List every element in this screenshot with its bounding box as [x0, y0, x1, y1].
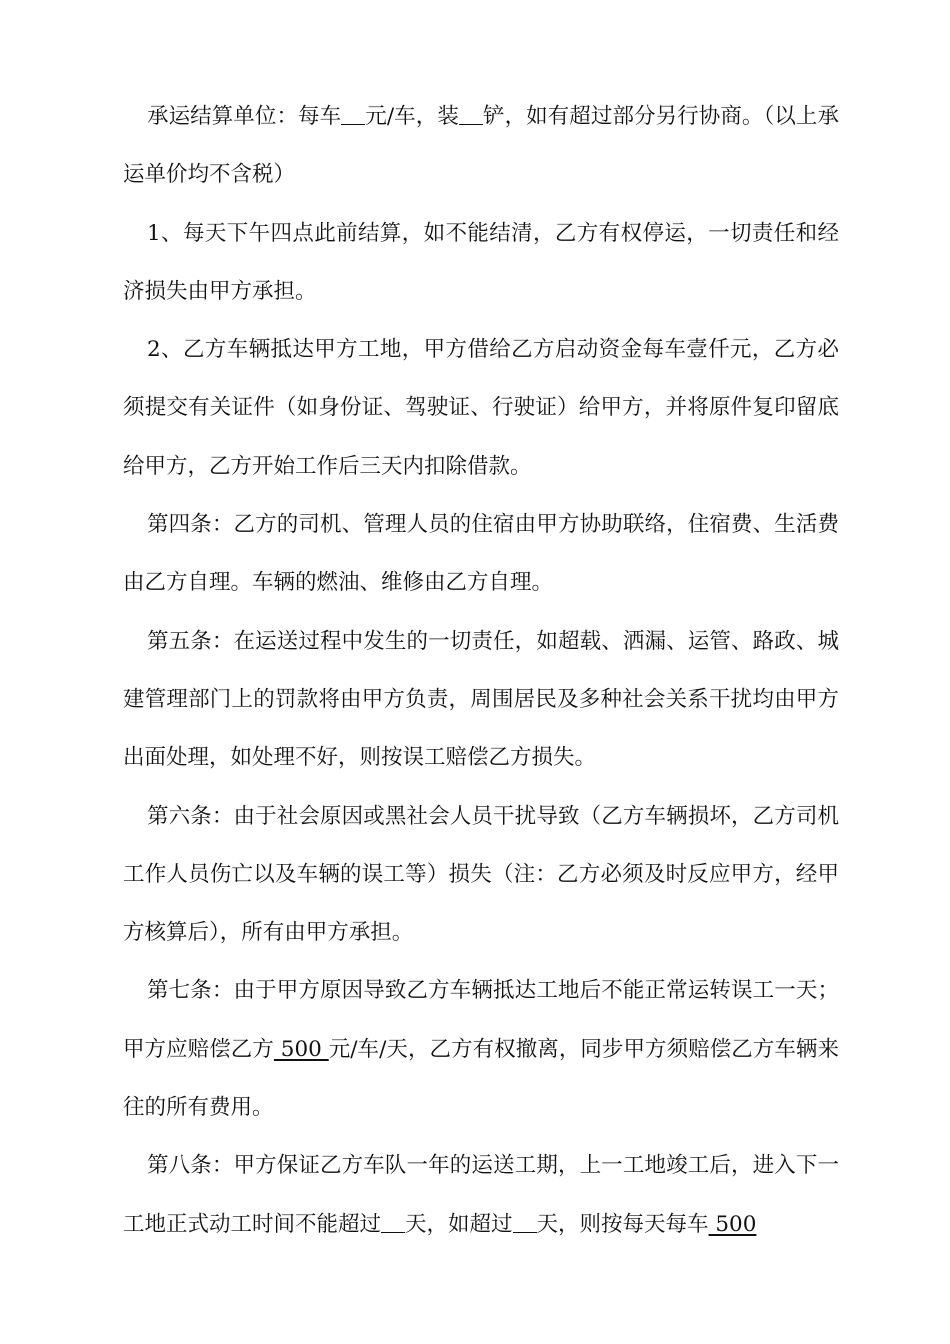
fill-in-blank	[341, 104, 365, 125]
filled-amount: 500	[708, 1211, 757, 1237]
paragraph-text: 第四条：乙方的司机、管理人员的住宿由甲方协助联络，住宿费、生活费由乙方自理。车辆的燃油、维修由乙方自理。	[123, 512, 839, 596]
fill-in-blank	[381, 1212, 405, 1233]
paragraph	[123, 788, 839, 963]
paragraph	[123, 321, 839, 496]
paragraph-text: 1、每天下午四点此前结算，如不能结清，乙方有权停运，一切责任和经济损失由甲方承担。	[123, 220, 839, 304]
paragraph	[123, 613, 839, 788]
paragraph	[123, 1137, 839, 1254]
paragraph-text: 第七条：由于甲方原因导致乙方车辆抵达工地后不能正常运转误工一天；甲方应赔偿乙方	[123, 978, 839, 1062]
paragraph	[123, 88, 839, 205]
fill-in-blank	[459, 104, 483, 125]
paragraph-text: 天，则按每天每车	[536, 1211, 709, 1237]
paragraph-text: 铲，如有超过部分另行协商。（以上承运单价均不含税）	[123, 104, 839, 188]
filled-amount: 500	[273, 1036, 329, 1062]
paragraph	[123, 962, 839, 1137]
paragraph-text: 第五条：在运送过程中发生的一切责任，如超载、洒漏、运管、路政、城建管理部门上的罚款将由甲方负责，周围居民及多种社会关系干扰均由甲方出面处理，如处理不好，则按误工赔偿乙方损失。	[123, 628, 839, 771]
paragraph-text: 承运结算单位：每车	[147, 104, 342, 129]
paragraph-text: 第六条：由于社会原因或黑社会人员干扰导致（乙方车辆损坏，乙方司机工作人员伤亡以及车辆的误工等）损失（注：乙方必须及时反应甲方，经甲方核算后），所有由甲方承担。	[123, 803, 839, 946]
paragraph-text: 元/车/天，乙方有权撤离，同步甲方须赔偿乙方车辆来往的所有费用。	[123, 1036, 839, 1121]
document-body	[123, 88, 839, 1254]
paragraph-text: 第八条：甲方保证乙方车队一年的运送工期，上一工地竣工后，进入下一工地正式动工时间不能超过	[123, 1153, 839, 1237]
paragraph-text: 元/车，装	[365, 104, 459, 129]
paragraph-text: 2、乙方车辆抵达甲方工地，甲方借给乙方启动资金每车壹仟元，乙方必须提交有关证件（如身份证、驾驶证、行驶证）给甲方，并将原件复印留底给甲方，乙方开始工作后三天内扣除借款。	[123, 337, 839, 479]
fill-in-blank	[513, 1212, 537, 1233]
paragraph	[123, 205, 839, 322]
paragraph-text: 天，如超过	[405, 1211, 513, 1237]
paragraph	[123, 496, 839, 613]
